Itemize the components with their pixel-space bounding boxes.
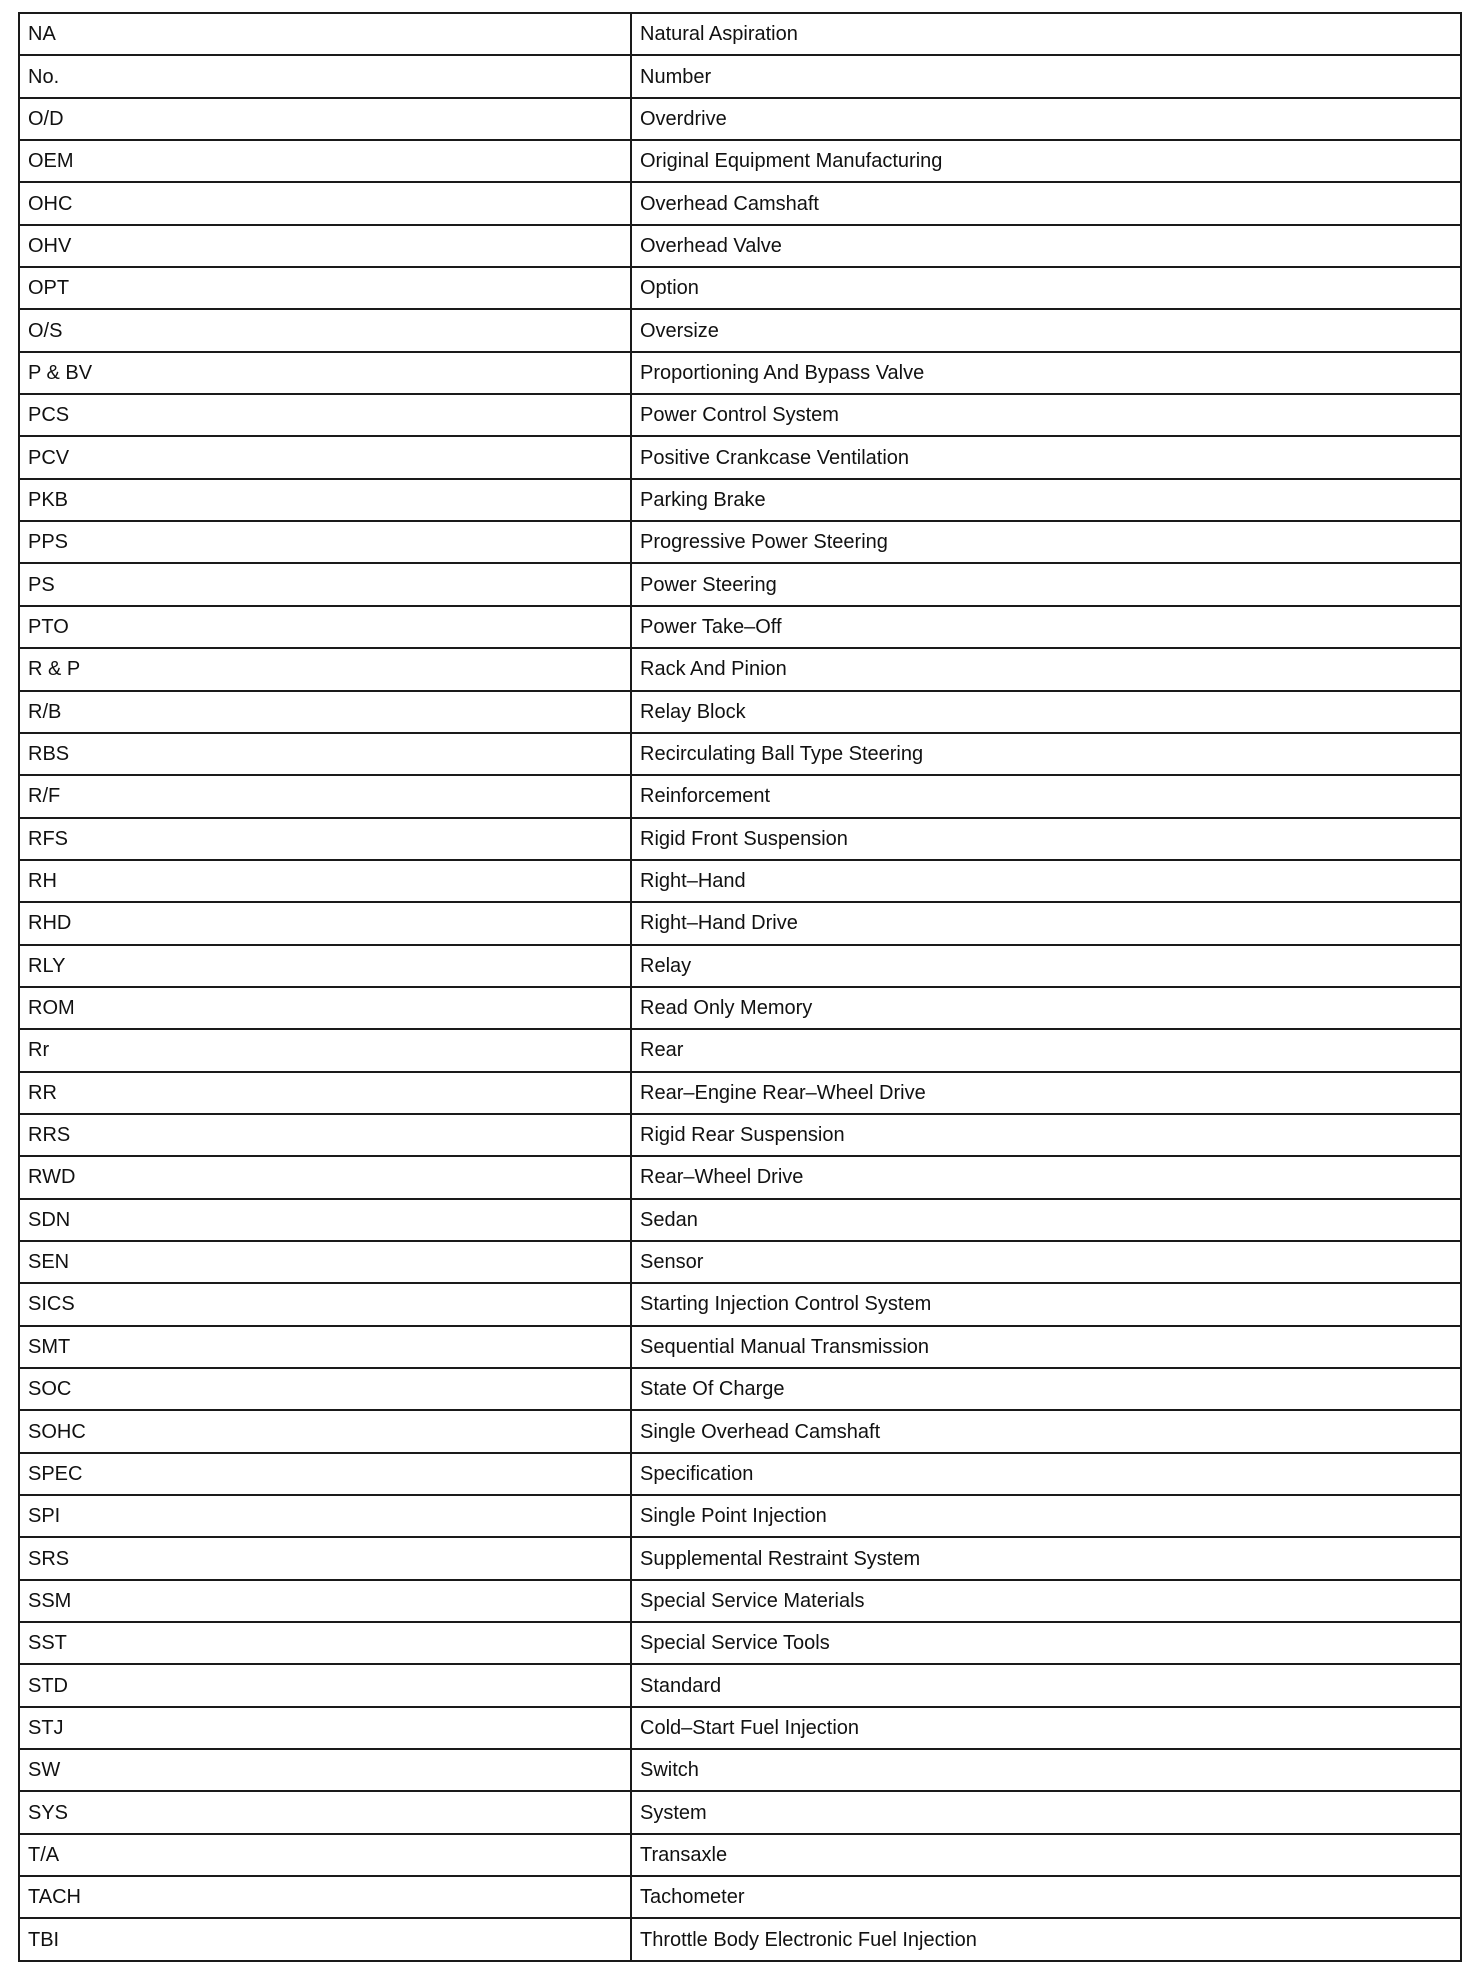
abbreviation-cell: PTO (19, 606, 631, 648)
abbreviation-cell: R/F (19, 775, 631, 817)
table-row (19, 1707, 1461, 1749)
abbreviation-cell: PS (19, 563, 631, 605)
abbreviation-cell: ROM (19, 987, 631, 1029)
term-cell: Natural Aspiration (631, 13, 1461, 55)
abbreviation-cell: PCS (19, 394, 631, 436)
abbreviation-cell: SYS (19, 1791, 631, 1833)
abbreviation-cell: OHV (19, 225, 631, 267)
abbreviation-cell: SOC (19, 1368, 631, 1410)
term-cell: Rear–Engine Rear–Wheel Drive (631, 1072, 1461, 1114)
term-cell: Special Service Tools (631, 1622, 1461, 1664)
abbreviation-cell: RRS (19, 1114, 631, 1156)
abbreviation-cell: SSM (19, 1580, 631, 1622)
term-cell: Special Service Materials (631, 1580, 1461, 1622)
abbreviation-cell: SPI (19, 1495, 631, 1537)
term-cell: Recirculating Ball Type Steering (631, 733, 1461, 775)
table-row (19, 1241, 1461, 1283)
term-cell: Single Overhead Camshaft (631, 1410, 1461, 1452)
abbreviation-cell: P & BV (19, 352, 631, 394)
term-cell: Relay (631, 945, 1461, 987)
term-cell: Rear–Wheel Drive (631, 1156, 1461, 1198)
table-row (19, 1156, 1461, 1198)
term-cell: State Of Charge (631, 1368, 1461, 1410)
term-cell: Sensor (631, 1241, 1461, 1283)
table-row (19, 521, 1461, 563)
term-cell: Progressive Power Steering (631, 521, 1461, 563)
table-row (19, 563, 1461, 605)
abbreviation-cell: SMT (19, 1326, 631, 1368)
table-row (19, 309, 1461, 351)
term-cell: Read Only Memory (631, 987, 1461, 1029)
table-row (19, 691, 1461, 733)
table-row (19, 1876, 1461, 1918)
abbreviation-cell: STD (19, 1664, 631, 1706)
abbreviation-cell: RLY (19, 945, 631, 987)
table-row (19, 648, 1461, 690)
term-cell: Throttle Body Electronic Fuel Injection (631, 1918, 1461, 1960)
abbreviation-cell: R & P (19, 648, 631, 690)
term-cell: Positive Crankcase Ventilation (631, 436, 1461, 478)
term-cell: Rigid Front Suspension (631, 818, 1461, 860)
table-row (19, 1918, 1461, 1960)
table-row (19, 1580, 1461, 1622)
term-cell: Sequential Manual Transmission (631, 1326, 1461, 1368)
term-cell: Relay Block (631, 691, 1461, 733)
table-row (19, 606, 1461, 648)
term-cell: Starting Injection Control System (631, 1283, 1461, 1325)
abbreviation-cell: SICS (19, 1283, 631, 1325)
table-row (19, 902, 1461, 944)
table-row (19, 1453, 1461, 1495)
term-cell: Switch (631, 1749, 1461, 1791)
term-cell: Power Control System (631, 394, 1461, 436)
table-row (19, 182, 1461, 224)
abbreviation-cell: OHC (19, 182, 631, 224)
table-row (19, 140, 1461, 182)
table-row (19, 1495, 1461, 1537)
abbreviation-cell: RWD (19, 1156, 631, 1198)
abbreviation-cell: RBS (19, 733, 631, 775)
table-row (19, 225, 1461, 267)
abbreviation-cell: O/S (19, 309, 631, 351)
abbreviation-cell: OPT (19, 267, 631, 309)
term-cell: Specification (631, 1453, 1461, 1495)
table-row (19, 1834, 1461, 1876)
term-cell: Proportioning And Bypass Valve (631, 352, 1461, 394)
table-row (19, 352, 1461, 394)
table-row (19, 1622, 1461, 1664)
abbreviation-cell: R/B (19, 691, 631, 733)
term-cell: Cold–Start Fuel Injection (631, 1707, 1461, 1749)
term-cell: Right–Hand (631, 860, 1461, 902)
abbreviation-table (18, 12, 1462, 1962)
table-row (19, 945, 1461, 987)
table-row (19, 1326, 1461, 1368)
term-cell: Right–Hand Drive (631, 902, 1461, 944)
abbreviation-cell: SDN (19, 1199, 631, 1241)
table-row (19, 1199, 1461, 1241)
table-row (19, 479, 1461, 521)
term-cell: Oversize (631, 309, 1461, 351)
term-cell: Original Equipment Manufacturing (631, 140, 1461, 182)
abbreviation-cell: RFS (19, 818, 631, 860)
abbreviation-cell: SST (19, 1622, 631, 1664)
term-cell: Rack And Pinion (631, 648, 1461, 690)
table-row (19, 13, 1461, 55)
term-cell: Power Take–Off (631, 606, 1461, 648)
abbreviation-cell: SRS (19, 1537, 631, 1579)
table-row (19, 1072, 1461, 1114)
table-row (19, 860, 1461, 902)
table-row (19, 1029, 1461, 1071)
term-cell: Sedan (631, 1199, 1461, 1241)
term-cell: System (631, 1791, 1461, 1833)
term-cell: Overhead Valve (631, 225, 1461, 267)
abbreviation-cell: RH (19, 860, 631, 902)
table-row (19, 1664, 1461, 1706)
table-row (19, 267, 1461, 309)
term-cell: Parking Brake (631, 479, 1461, 521)
abbreviation-cell: TACH (19, 1876, 631, 1918)
table-row (19, 1537, 1461, 1579)
abbreviation-cell: PCV (19, 436, 631, 478)
term-cell: Overdrive (631, 98, 1461, 140)
abbreviation-cell: PKB (19, 479, 631, 521)
table-row (19, 733, 1461, 775)
table-row (19, 55, 1461, 97)
table-row (19, 775, 1461, 817)
abbreviation-cell: SOHC (19, 1410, 631, 1452)
term-cell: Transaxle (631, 1834, 1461, 1876)
term-cell: Option (631, 267, 1461, 309)
table-row (19, 1749, 1461, 1791)
table-row (19, 1114, 1461, 1156)
abbreviation-cell: PPS (19, 521, 631, 563)
term-cell: Rear (631, 1029, 1461, 1071)
table-row (19, 394, 1461, 436)
abbreviation-cell: No. (19, 55, 631, 97)
abbreviation-cell: SPEC (19, 1453, 631, 1495)
abbreviation-table-body (19, 13, 1461, 1961)
abbreviation-cell: NA (19, 13, 631, 55)
table-row (19, 1283, 1461, 1325)
term-cell: Single Point Injection (631, 1495, 1461, 1537)
table-row (19, 1368, 1461, 1410)
abbreviation-cell: T/A (19, 1834, 631, 1876)
abbreviation-cell: Rr (19, 1029, 631, 1071)
abbreviation-cell: STJ (19, 1707, 631, 1749)
table-row (19, 1410, 1461, 1452)
term-cell: Tachometer (631, 1876, 1461, 1918)
abbreviation-cell: TBI (19, 1918, 631, 1960)
abbreviation-cell: RHD (19, 902, 631, 944)
table-row (19, 98, 1461, 140)
term-cell: Power Steering (631, 563, 1461, 605)
abbreviation-cell: SW (19, 1749, 631, 1791)
table-row (19, 436, 1461, 478)
term-cell: Overhead Camshaft (631, 182, 1461, 224)
term-cell: Number (631, 55, 1461, 97)
table-row (19, 987, 1461, 1029)
table-row (19, 1791, 1461, 1833)
abbreviation-cell: O/D (19, 98, 631, 140)
term-cell: Standard (631, 1664, 1461, 1706)
abbreviation-cell: OEM (19, 140, 631, 182)
term-cell: Reinforcement (631, 775, 1461, 817)
abbreviation-cell: SEN (19, 1241, 631, 1283)
abbreviation-cell: RR (19, 1072, 631, 1114)
term-cell: Supplemental Restraint System (631, 1537, 1461, 1579)
term-cell: Rigid Rear Suspension (631, 1114, 1461, 1156)
table-row (19, 818, 1461, 860)
